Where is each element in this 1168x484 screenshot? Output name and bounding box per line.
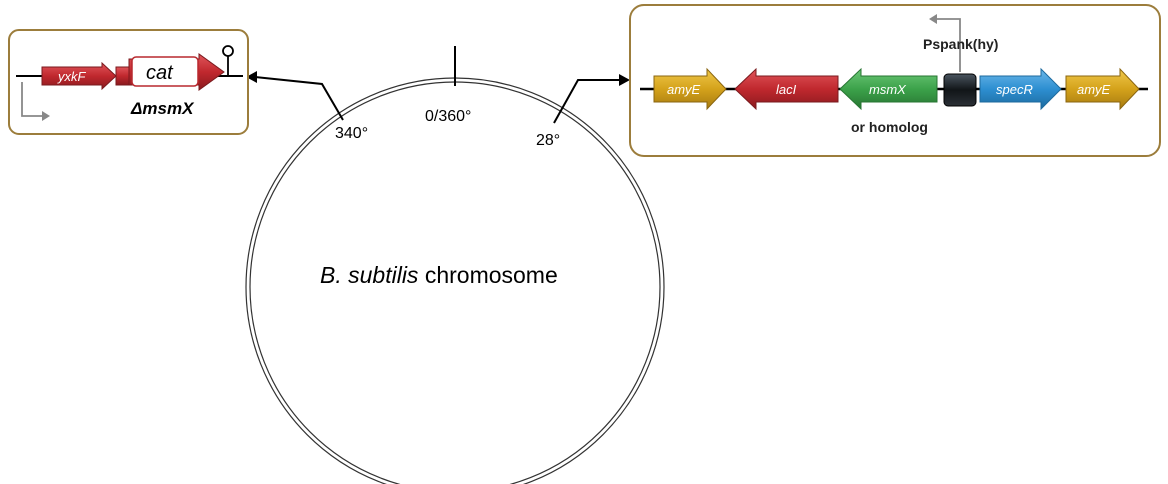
- lac-operator-box: [944, 74, 976, 106]
- gene-amyE-left-label: amyE: [667, 82, 701, 97]
- chromosome-label-species: B. subtilis: [320, 262, 419, 288]
- left-construct-caption: ΔmsmX: [131, 99, 194, 118]
- gene-msmX-label: msmX: [869, 82, 906, 97]
- gene-junction: [116, 67, 130, 85]
- promoter-label: Pspank(hy): [923, 36, 999, 52]
- gene-amyE-right-label: amyE: [1077, 82, 1111, 97]
- chromosome-label: [320, 262, 558, 288]
- msmX-caption: or homolog: [851, 119, 928, 135]
- origin-label: 0/360°: [425, 108, 472, 125]
- right-locus-connector: [554, 80, 620, 123]
- chromosome-label-rest: chromosome: [418, 262, 558, 288]
- gene-lacI-label: lacI: [776, 82, 797, 97]
- right-locus-arrowhead: [619, 74, 630, 86]
- gene-specR-label: specR: [996, 82, 1033, 97]
- right-locus-label: 28°: [536, 132, 561, 149]
- gene-cat-label: cat: [146, 62, 173, 84]
- left-locus-connector: [255, 77, 343, 120]
- left-locus-label: 340°: [335, 125, 369, 142]
- gene-yxkF-label: yxkF: [58, 69, 86, 84]
